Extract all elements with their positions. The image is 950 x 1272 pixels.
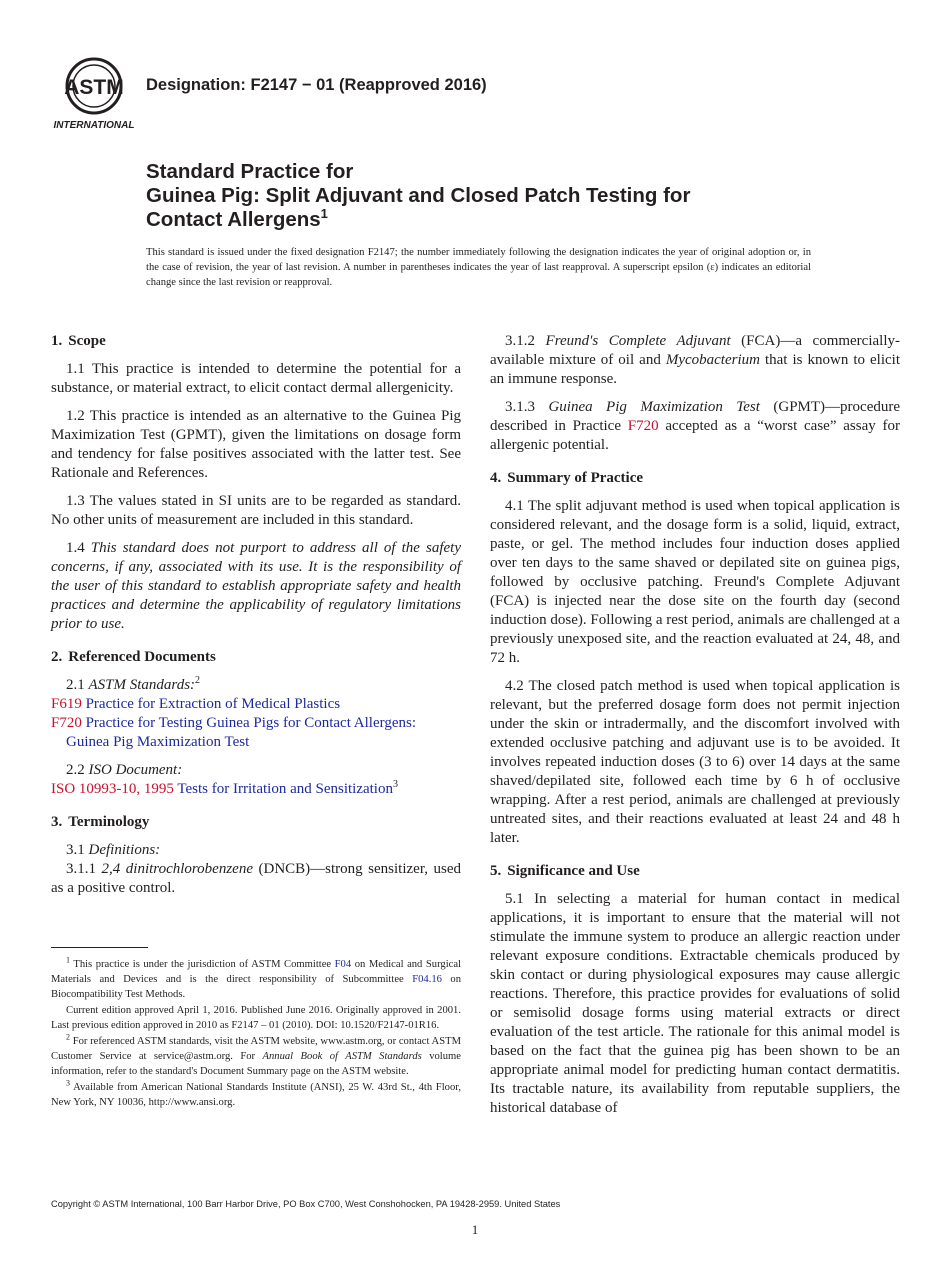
section-heading-scope: 1. Scope	[51, 333, 106, 349]
paragraph-1-4: 1.4 This standard does not purport to address all of the safety concerns, if any, associated with its use. It is the responsibility of the user of this standard to establish appropriate safety and health practices and determine the applicability of regulatory limitations prior to use.	[51, 540, 461, 632]
reference-title-link[interactable]: Practice for Testing Guinea Pigs for Contact Allergens: Guinea Pig Maximization Test	[66, 715, 417, 750]
paragraph-3-1-1: 3.1.1 2,4 dinitrochlorobenzene (DNCB)—strong sensitizer, used as a positive control.	[51, 861, 461, 896]
logo-subtext: INTERNATIONAL	[53, 120, 135, 131]
section-heading-summary: 4. Summary of Practice	[490, 470, 644, 486]
astm-logo	[52, 56, 136, 134]
subcommittee-link[interactable]: F04.16	[412, 974, 442, 985]
paragraph-5-1: 5.1 In selecting a material for human contact in medical applications, it is important to ensure that the material will not stimulate the immune system to produce an allergic reaction under relevant exposure conditions. Extractable chemicals produced by skin contact or during physiological exposures may cause allergic reactions. Therefore, this practice provides for evaluations of solid or semisolid dosage forms using material extracts or direct evaluation of the test article. The rationale for this animal model is based on the fact that the guinea pig has been shown to be an appropriate animal model for predicting human contact dermatitis. Its tractable nature, its availability from reputable suppliers, the historical database of	[490, 891, 900, 1116]
left-column	[51, 332, 461, 907]
paragraph-1-1: 1.1 This practice is intended to determine the potential for a substance, or material extract, to elicit contact dermal allergenicity.	[51, 361, 461, 396]
footnote-1: $^1$ This practice is under the jurisdiction of ASTM Committee F04 on Medical and Surgical Materials and Devices and is the direct responsibility of Subcommittee F04.16 on Biocompatibility Test Methods.	[51, 955, 462, 1000]
paragraph-1-3: 1.3 The values stated in SI units are to be regarded as standard. No other units of measurement are included in this standard.	[51, 493, 461, 528]
section-heading-referenced-documents: 2. Referenced Documents	[51, 649, 216, 665]
title-line-3: Contact Allergens$^1$	[146, 206, 328, 231]
section-heading-terminology: 3. Terminology	[51, 814, 150, 830]
logo-text: ASTM	[64, 76, 124, 99]
reference-title-link[interactable]: Tests for Irritation and Sensitization	[177, 781, 393, 797]
section-heading-significance: 5. Significance and Use	[490, 863, 640, 879]
reference-title-link[interactable]: Practice for Extraction of Medical Plastics	[85, 696, 341, 712]
paragraph-2-1: 2.1 ASTM Standards:$^2$	[66, 675, 201, 693]
paragraph-4-1: 4.1 The split adjuvant method is used when topical application is considered relevant, and the dosage form is a solid, liquid, extract, paste, or gel. The method includes four induction doses applied over ten days to the same shaved or depilated site on guinea pigs, followed by occlusive patching. Freund's Complete Adjuvant (FCA) is injected near the dose site on the fourth day (second induction dose). Following a rest period, animals are challenged at a previously unexposed site, and the reaction evaluated at 24, 48, and 72 h.	[490, 498, 900, 666]
paragraph-1-2: 1.2 This practice is intended as an alternative to the Guinea Pig Maximization Test (GPMT), given the limitations on dosage form and tendency for false positives associated with the latter test. See Rationale and References.	[51, 408, 461, 481]
designation: Designation: F2147 − 01 (Reapproved 2016)	[146, 76, 487, 94]
title-line-2: Guinea Pig: Split Adjuvant and Closed Patch Testing for	[146, 184, 691, 207]
right-column	[490, 332, 900, 1127]
title-footnote-mark: 1	[320, 206, 328, 222]
copyright-line: Copyright © ASTM International, 100 Barr Harbor Drive, PO Box C700, West Conshohocken, PA 19428-2959. United States	[51, 1199, 561, 1209]
footnote-divider	[51, 947, 148, 948]
reference-f619[interactable]	[51, 695, 461, 714]
paragraph-3-1-2: 3.1.2 Freund's Complete Adjuvant (FCA)—a commercially-available mixture of oil and Mycobacterium that is known to elicit an immune response.	[490, 333, 900, 387]
reference-iso-10993-10[interactable]: ISO 10993-10, 1995 Tests for Irritation and Sensitization$^3$	[51, 779, 398, 797]
reference-code-link[interactable]: F720	[51, 715, 82, 731]
committee-link[interactable]: F04	[334, 959, 352, 970]
reference-link-f720[interactable]: F720	[627, 418, 659, 434]
paragraph-4-2: 4.2 The closed patch method is used when topical application is relevant, but the preferred dosage form does not permit injection under the skin or intradermally, and the discomfort involved with extended occlusive patching and adjuvant use is to be avoided. It involves repeated induction doses (3 to 6) over 14 days at the same shaved/depilated site, followed each time by 6 h of occlusive wrapping. After a rest period, animals are challenged at previously untreated sites, and their reactions evaluated at least 24 and 48 h later.	[490, 678, 900, 846]
document-title	[146, 160, 866, 232]
paragraph-2-2: 2.2 ISO Document:	[66, 762, 183, 778]
paragraph-3-1: 3.1 Definitions:	[66, 842, 161, 858]
footnotes	[51, 957, 461, 1111]
reference-code-link[interactable]: ISO 10993-10, 1995	[51, 781, 174, 797]
page-number: 1	[471, 1222, 479, 1237]
paragraph-3-1-3: 3.1.3 Guinea Pig Maximization Test (GPMT)—procedure described in Practice F720 accepted as a “worst case” assay for allergenic potential.	[490, 399, 901, 453]
footnote-2: $^2$ For referenced ASTM standards, visit the ASTM website, www.astm.org, or contact ASTM Customer Service at service@astm.org. For Annual Book of ASTM Standards volume information, refer to the standard's Document Summary page on the ASTM website.	[51, 1032, 461, 1077]
reference-f720[interactable]	[51, 714, 461, 752]
issuance-notice: This standard is issued under the fixed designation F2147; the number immediately following the designation indicates the year of original adoption or, in the case of revision, the year of last revision. A number in parentheses indicates the year of last reapproval. A superscript epsilon (ε) indicates an editorial change since the last revision or reapproval.	[146, 247, 811, 288]
reference-code-link[interactable]: F619	[51, 696, 82, 712]
title-line-1: Standard Practice for	[146, 160, 354, 183]
footnote-1-edition: Current edition approved April 1, 2016. Published June 2016. Originally approved in 2001. Last previous edition approved in 2010 as F2147 – 01 (2010). DOI: 10.1520/F2147-01R16.	[51, 1005, 461, 1031]
footnote-3: $^3$ Available from American National Standards Institute (ANSI), 25 W. 43rd St., 4th Floor, New York, NY 10036, http://www.ansi.org.	[51, 1078, 461, 1108]
